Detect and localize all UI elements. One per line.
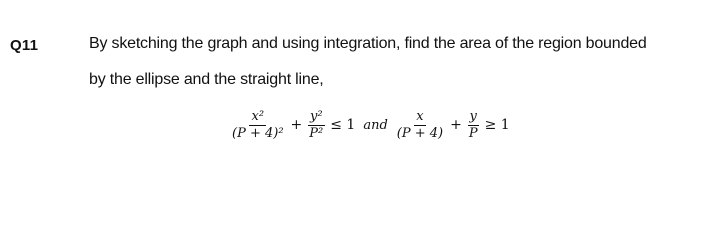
fraction-denominator: P	[468, 125, 478, 141]
inequalities-expression	[228, 100, 513, 150]
fraction-numerator: x²	[251, 108, 265, 124]
fraction-y-squared	[307, 109, 325, 142]
fraction-numerator: y²	[309, 108, 323, 124]
fraction-numerator: x	[416, 108, 424, 124]
question-text-line-2: by the ellipse and the straight line,	[89, 71, 324, 88]
fraction-denominator: (P + 4)	[396, 125, 444, 141]
question-number: Q11	[10, 37, 39, 54]
fraction-denominator: (P + 4)²	[232, 125, 284, 141]
connector-and: and	[363, 117, 388, 133]
plus-sign: +	[290, 117, 303, 133]
relation-ge-one: ≥ 1	[484, 117, 510, 133]
fraction-y	[467, 109, 480, 142]
fraction-x-squared	[230, 109, 286, 142]
question-text-line-1: By sketching the graph and using integration, find the area of the region bounded	[89, 35, 647, 52]
plus-sign: +	[450, 117, 462, 133]
fraction-denominator: P²	[309, 125, 324, 141]
relation-le-one: ≤ 1	[330, 117, 356, 133]
fraction-x	[395, 109, 445, 142]
fraction-numerator: y	[469, 108, 477, 124]
